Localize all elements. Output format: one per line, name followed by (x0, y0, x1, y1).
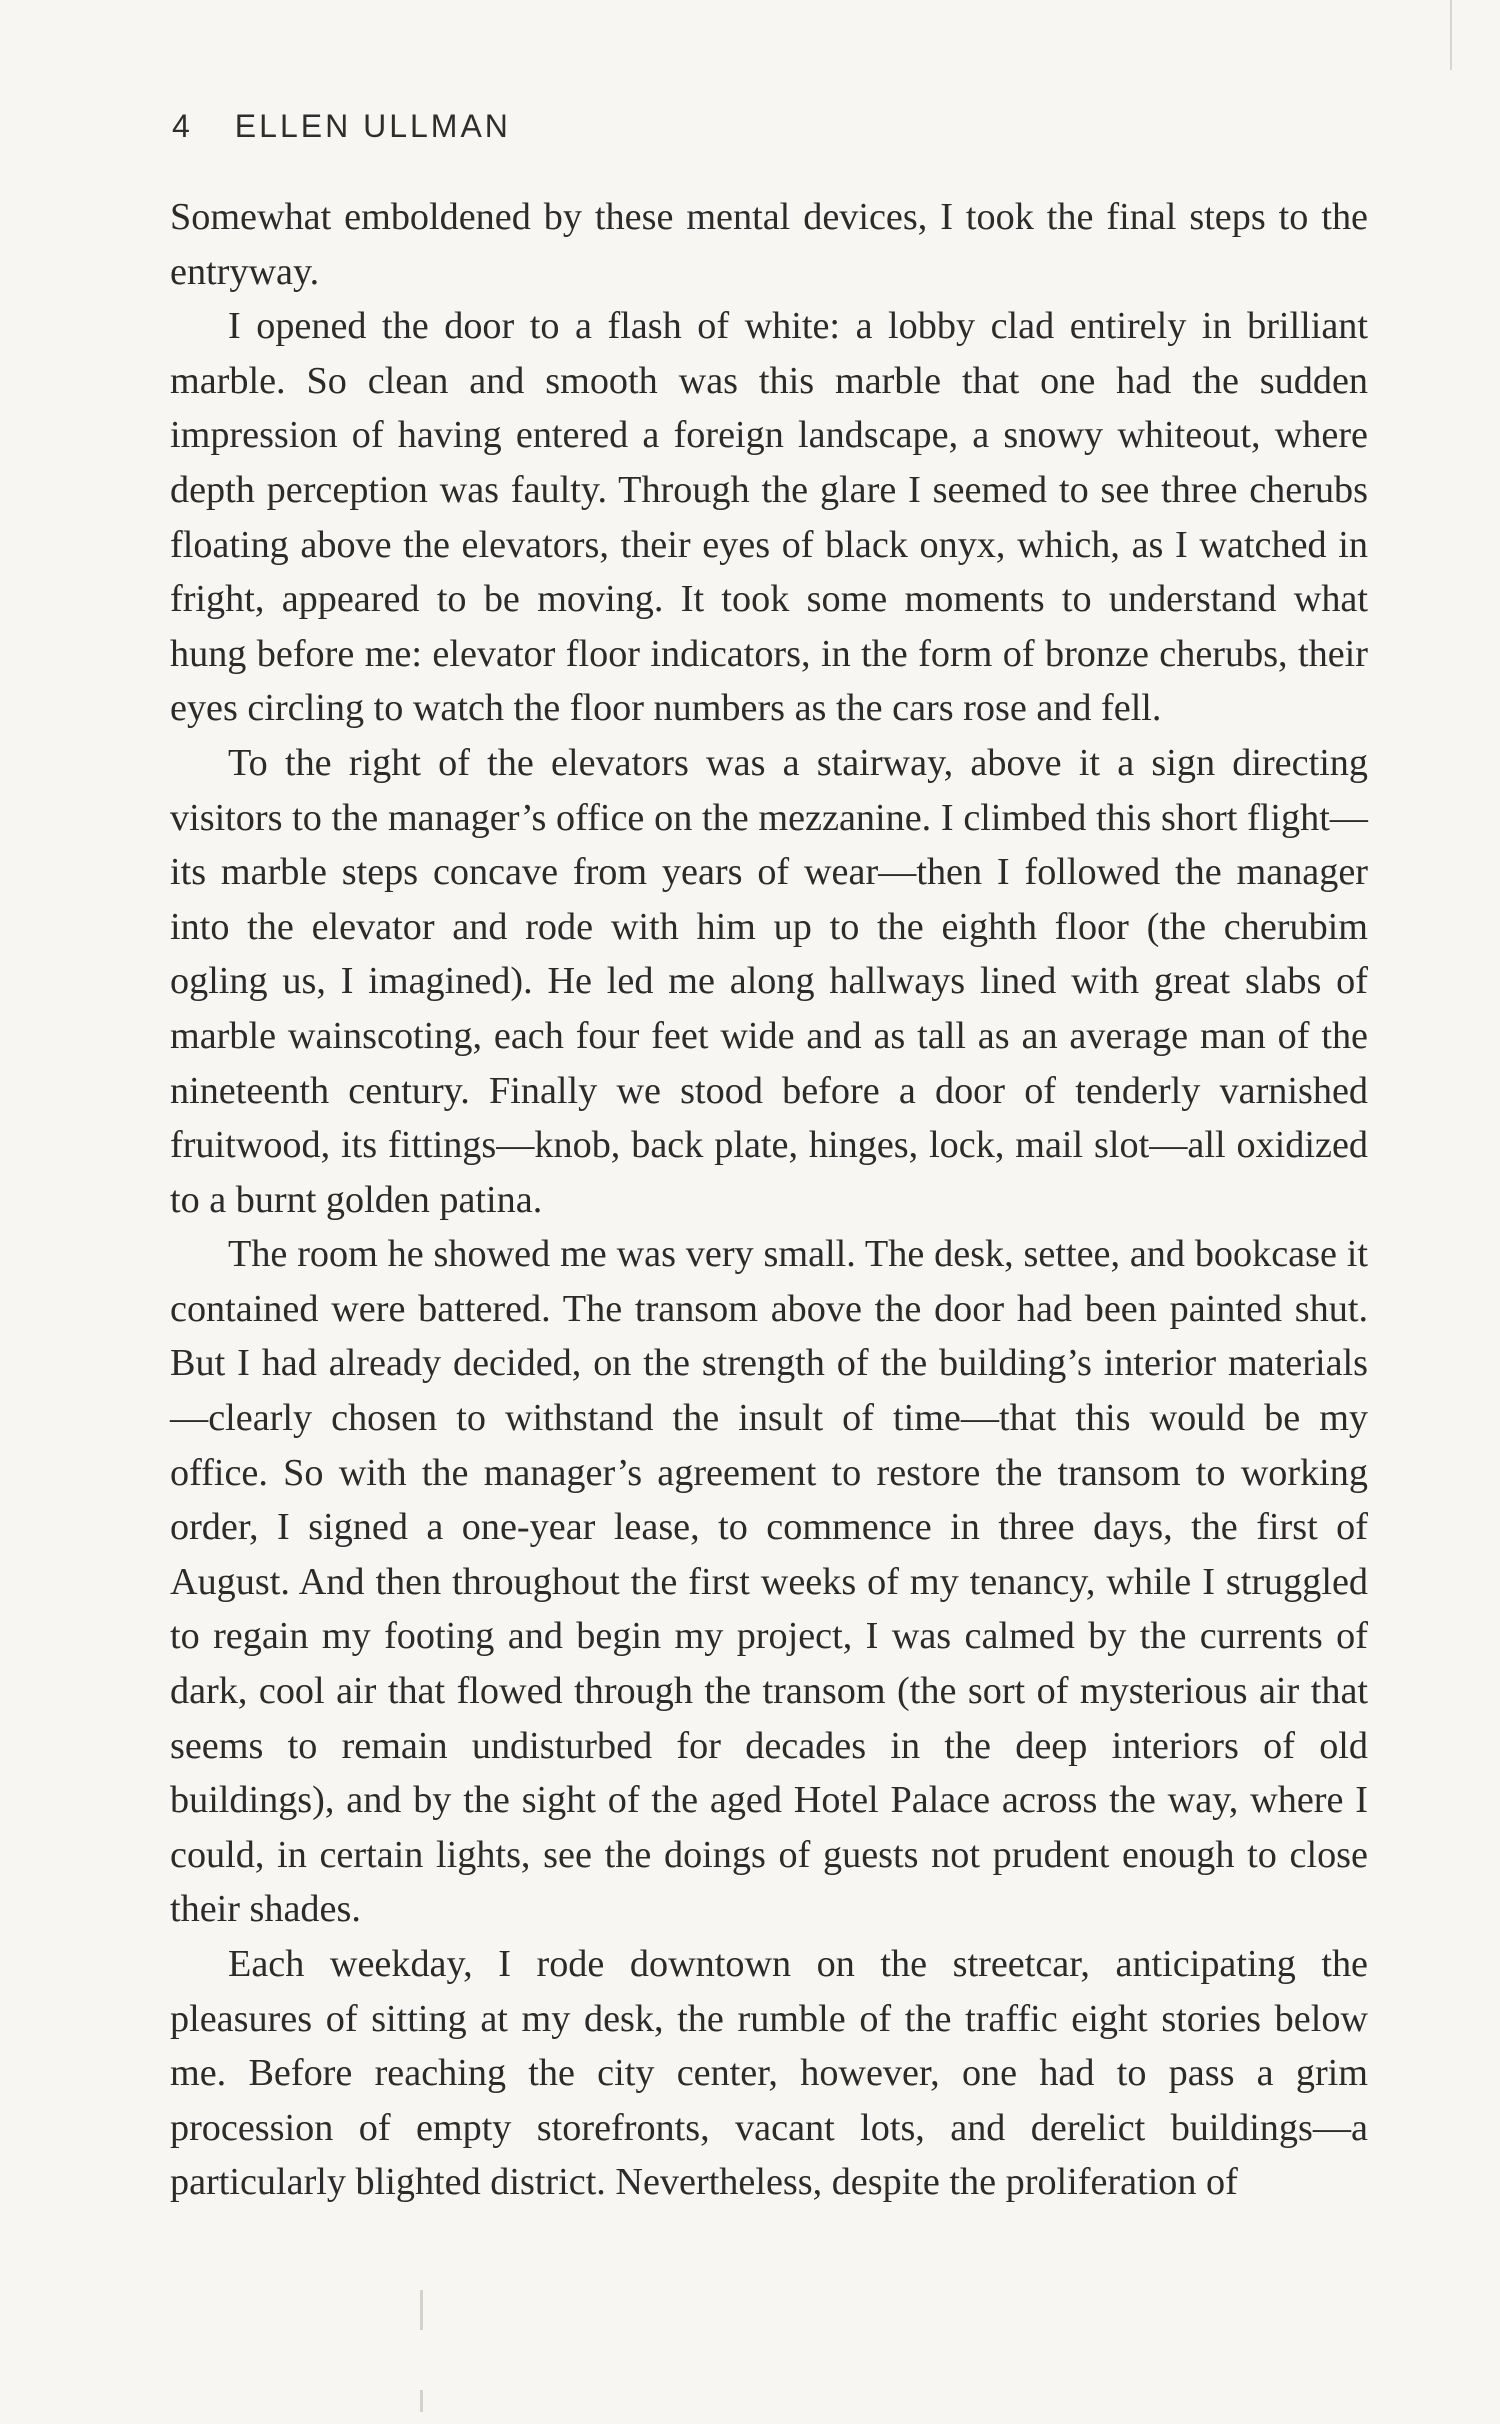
paragraph: Somewhat emboldened by these mental devices, I took the final steps to the entryway. (170, 196, 1368, 293)
paragraph: Each weekday, I rode downtown on the streetcar, anticipating the pleasures of sitting at my desk, the rumble of the traffic eight stories below me. Before reaching the city center, however, one had to pass a grim procession of empty storefronts, vacant lots, and derelict buildings—a particularly blighted district. Nevertheless, despite the proliferation of (170, 1943, 1368, 2204)
scan-artifact-line (420, 2390, 423, 2412)
page-number: 4 (172, 108, 193, 144)
scan-artifact-line (1450, 0, 1452, 70)
running-head (172, 108, 511, 145)
paragraph: The room he showed me was very small. The desk, settee, and bookcase it contained were battered. The transom above the door had been painted shut. But I had already decided, on the strength of the building’s interior materials—clearly chosen to withstand the insult of time—that this would be my office. So with the manager’s agreement to restore the transom to working order, I signed a one-year lease, to commence in three days, the first of August. And then throughout the first weeks of my tenancy, while I struggled to regain my footing and begin my project, I was calmed by the currents of dark, cool air that flowed through the transom (the sort of mysterious air that seems to remain undisturbed for decades in the deep interiors of old buildings), and by the sight of the aged Hotel Palace across the way, where I could, in certain lights, see the doings of guests not prudent enough to close their shades. (170, 1233, 1368, 1931)
paragraph: To the right of the elevators was a stairway, above it a sign directing visitors to the manager’s office on the mezzanine. I climbed this short flight—its marble steps concave from years of wear—then I followed the manager into the elevator and rode with him up to the eighth floor (the cherubim ogling us, I imagined). He led me along hallways lined with great slabs of marble wainscoting, each four feet wide and as tall as an average man of the nineteenth century. Finally we stood before a door of tenderly varnished fruitwood, its fittings—knob, back plate, hinges, lock, mail slot—all oxidized to a burnt golden patina. (170, 741, 1368, 1221)
paragraph: I opened the door to a flash of white: a lobby clad entirely in brilliant marble. So clean and smooth was this marble that one had the sudden impression of having entered a foreign landscape, a snowy whiteout, where depth perception was faulty. Through the glare I seemed to see three cherubs floating above the elevators, their eyes of black onyx, which, as I watched in fright, appeared to be moving. It took some moments to understand what hung before me: elevator floor indicators, in the form of bronze cherubs, their eyes circling to watch the floor numbers as the cars rose and fell. (170, 305, 1368, 730)
author-name: ELLEN ULLMAN (234, 108, 511, 144)
scan-artifact-line (420, 2290, 423, 2330)
body-text (170, 190, 1368, 2210)
